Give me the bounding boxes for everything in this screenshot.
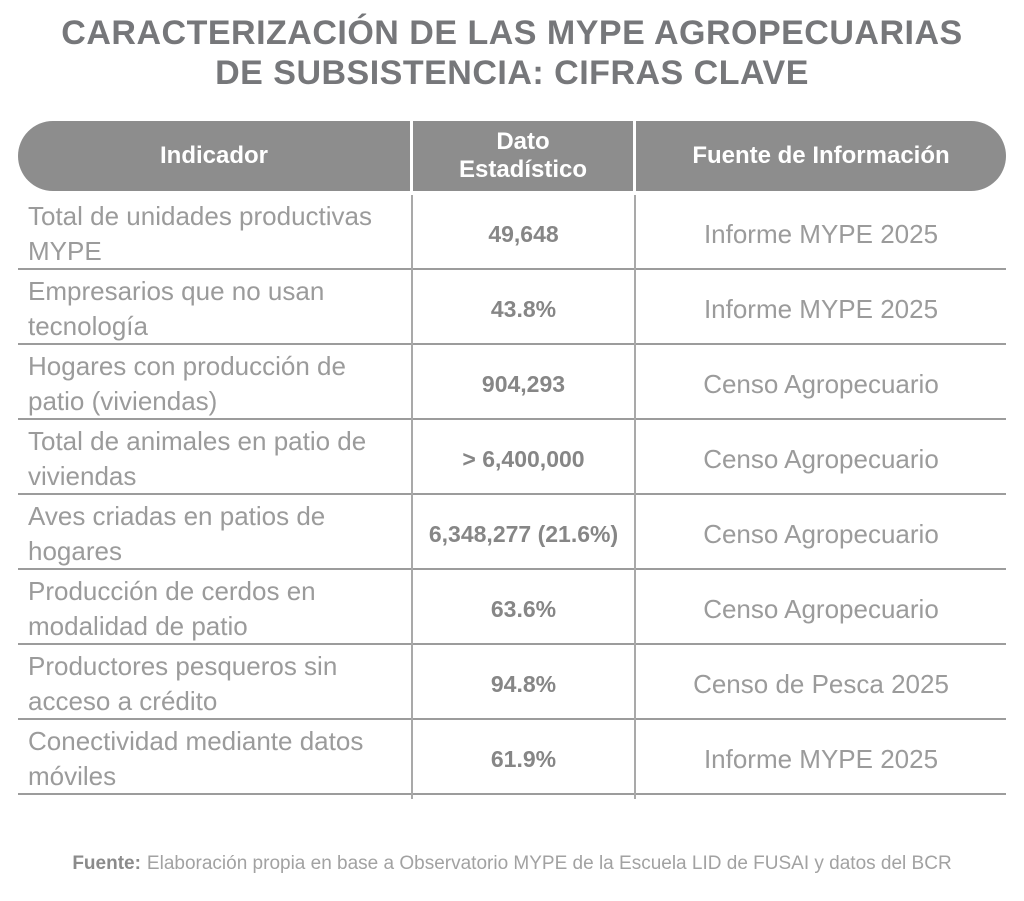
indicator-cell: Conectividad mediante datos móviles xyxy=(18,720,413,800)
source-cell: Censo Agropecuario xyxy=(703,443,939,474)
indicator-cell: Total de animales en patio de viviendas xyxy=(18,420,413,500)
page-title-line1: CARACTERIZACIÓN DE LAS MYPE AGROPECUARIAS xyxy=(61,14,963,52)
indicator-cell: Total de unidades productivas MYPE xyxy=(18,195,413,275)
source-footnote-label: Fuente: xyxy=(72,852,141,874)
value-cell: 63.6% xyxy=(413,570,636,650)
source-cell: Informe MYPE 2025 xyxy=(703,293,939,324)
indicator-cell: Producción de cerdos en modalidad de patio xyxy=(18,570,413,650)
key-figures-table xyxy=(18,121,1006,795)
indicator-cell: Productores pesqueros sin acceso a crédito xyxy=(18,645,413,725)
source-footnote xyxy=(0,853,1024,875)
table-row xyxy=(18,268,1006,343)
value-cell: 904,293 xyxy=(413,345,636,425)
table-row xyxy=(18,418,1006,493)
table-row xyxy=(18,643,1006,718)
source-cell: Informe MYPE 2025 xyxy=(703,743,939,774)
table-row xyxy=(18,718,1006,793)
value-cell: 43.8% xyxy=(413,270,636,350)
column-header-dato-estadistico-label: Dato Estadístico xyxy=(458,127,588,183)
page-title xyxy=(7,0,1017,94)
table-header-row xyxy=(18,121,1006,191)
source-footnote-text: Elaboración propia en base a Observatorio MYPE de la Escuela LID de FUSAI y datos del BCR xyxy=(146,852,952,874)
value-cell: > 6,400,000 xyxy=(413,420,636,500)
source-cell: Censo Agropecuario xyxy=(703,368,939,399)
value-cell: 6,348,277 (21.6%) xyxy=(413,495,636,575)
table-row xyxy=(18,493,1006,568)
indicator-cell: Aves criadas en patios de hogares xyxy=(18,495,413,575)
column-header-fuente: Fuente de Información xyxy=(692,141,950,169)
source-cell: Censo Agropecuario xyxy=(703,593,939,624)
value-cell: 94.8% xyxy=(413,645,636,725)
indicator-cell: Empresarios que no usan tecnología xyxy=(18,270,413,350)
table-body xyxy=(18,195,1006,795)
source-cell: Censo de Pesca 2025 xyxy=(693,668,949,699)
table-row xyxy=(18,195,1006,268)
source-cell: Informe MYPE 2025 xyxy=(703,218,939,249)
column-header-dato-estadistico xyxy=(413,121,636,191)
page-title-line2: DE SUBSISTENCIA: CIFRAS CLAVE xyxy=(215,53,809,92)
column-header-indicator: Indicador xyxy=(18,121,413,191)
indicator-cell: Hogares con producción de patio (viviendas) xyxy=(18,345,413,425)
value-cell: 49,648 xyxy=(413,195,636,275)
value-cell: 61.9% xyxy=(413,720,636,800)
table-row xyxy=(18,343,1006,418)
table-row xyxy=(18,568,1006,643)
source-cell: Censo Agropecuario xyxy=(703,518,939,549)
